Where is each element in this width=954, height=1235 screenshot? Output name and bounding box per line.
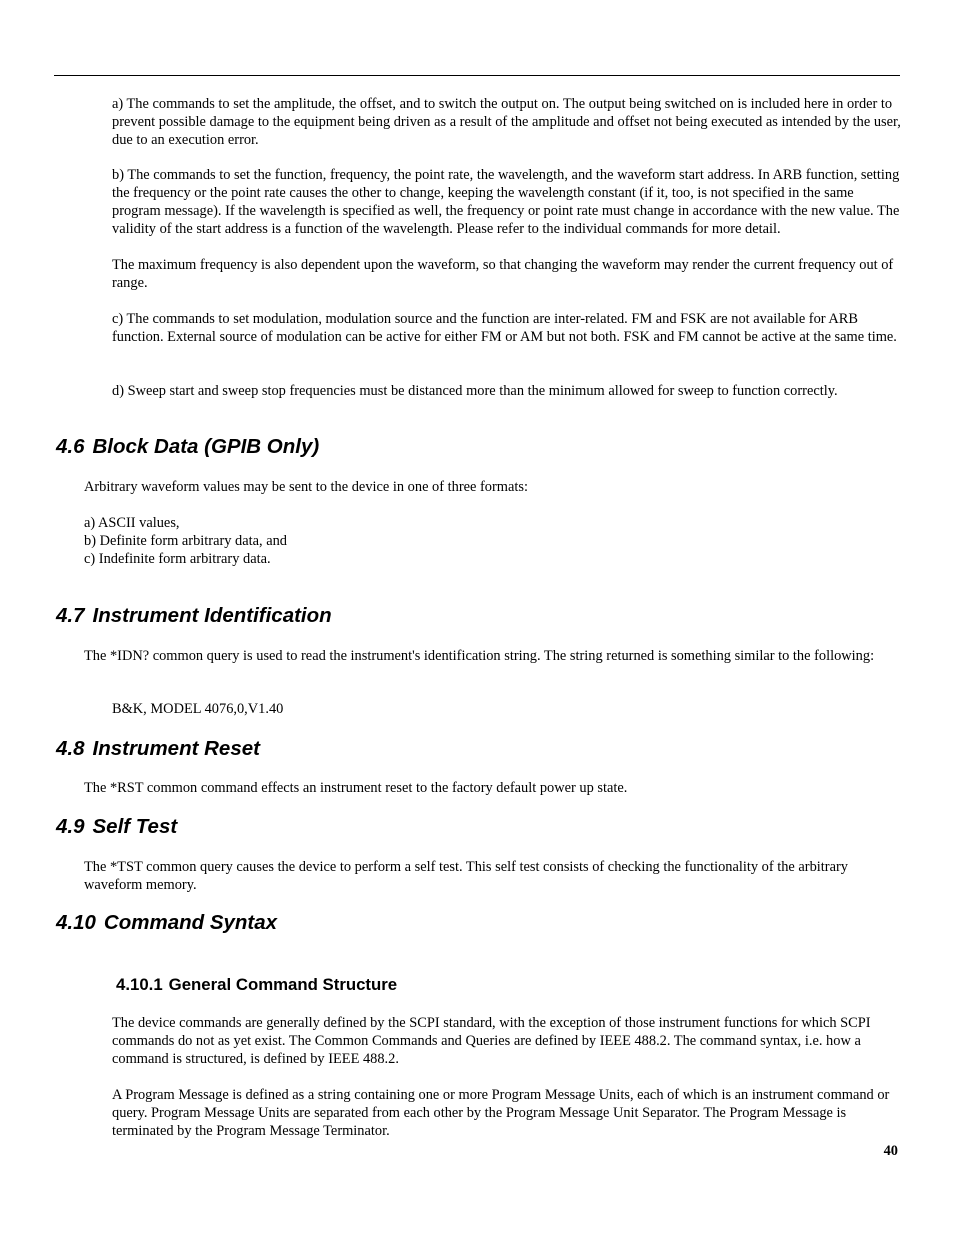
header-rule: [54, 75, 900, 76]
section-heading-reset: [56, 737, 260, 761]
page-number: 40: [883, 1143, 898, 1159]
list-item: c) Indefinite form arbitrary data.: [84, 551, 271, 567]
subsection-number: 4.10.1: [116, 975, 163, 994]
section-heading-syntax: [56, 911, 277, 935]
section-number: 4.6: [56, 435, 85, 458]
paragraph-c: c) The commands to set modulation, modulation source and the function are inter-related. FM and FSK are not available for ARB function. External source of modulation can be active for either FM or AM but not both. FSK and FM cannot be active at the same time.: [112, 311, 897, 345]
section-heading-self-test: [56, 815, 177, 839]
block-data-format-list: [84, 514, 902, 568]
section-number: 4.9: [56, 815, 85, 838]
section-title: Self Test: [92, 815, 178, 838]
identification-example: B&K, MODEL 4076,0,V1.40: [112, 701, 284, 717]
command-structure-p1: The device commands are generally defined by the SCPI standard, with the exception of those instrument functions for which SCPI commands do not as yet exist. The Common Commands and Queries are defined by IEEE 488.2. The command syntax, i.e. how a command is structured, is defined by IEEE 488.2.: [112, 1015, 871, 1067]
section-title: Command Syntax: [103, 911, 278, 934]
section-number: 4.7: [56, 604, 85, 627]
paragraph-d: d) Sweep start and sweep stop frequencies must be distanced more than the minimum allowed for sweep to function correctly.: [112, 383, 838, 399]
paragraph-a: a) The commands to set the amplitude, the offset, and to switch the output on. The output being switched on is included here in order to prevent possible damage to the equipment being driven as a result of the amplitude and offset not being executed as intended by the user, due to an execution error.: [112, 96, 901, 148]
self-test-text: The *TST common query causes the device to perform a self test. This self test consists of checking the functionality of the arbitrary waveform memory.: [84, 859, 848, 893]
command-structure-p2: A Program Message is defined as a string containing one or more Program Message Units, each of which is an instrument command or query. Program Message Units are separated from each other by the Program Message Unit Separator. The Program Message is terminated by the Program Message Terminator.: [112, 1087, 890, 1139]
subsection-heading-command-structure: [116, 975, 397, 995]
section-heading-identification: [56, 604, 332, 628]
paragraph-b: b) The commands to set the function, frequency, the point rate, the wavelength, and the waveform start address. In ARB function, setting the frequency or the point rate causes the other to change, keeping the wavelength constant (if it, too, is not specified in the same program message). If the wavelength is specified as well, the frequency or point rate must change in accordance with the new value. The validity of the start address is a function of the wavelength. Please refer to the individual commands for more detail.: [112, 167, 900, 237]
block-data-intro: Arbitrary waveform values may be sent to the device in one of three formats:: [84, 479, 528, 495]
section-number: 4.10: [56, 911, 96, 934]
list-item: b) Definite form arbitrary data, and: [84, 533, 287, 549]
section-title: Instrument Identification: [92, 604, 332, 627]
section-heading-block-data: [56, 435, 319, 459]
section-title: Instrument Reset: [92, 737, 260, 760]
identification-text: The *IDN? common query is used to read the instrument's identification string. The string returned is something similar to the following:: [84, 648, 875, 664]
reset-text: The *RST common command effects an instrument reset to the factory default power up state.: [84, 780, 628, 796]
list-item: a) ASCII values,: [84, 515, 180, 531]
subsection-title: General Command Structure: [168, 975, 398, 994]
section-title: Block Data (GPIB Only): [92, 435, 320, 458]
section-number: 4.8: [56, 737, 85, 760]
paragraph-b-continued: The maximum frequency is also dependent upon the waveform, so that changing the waveform may render the current frequency out of range.: [112, 257, 894, 291]
